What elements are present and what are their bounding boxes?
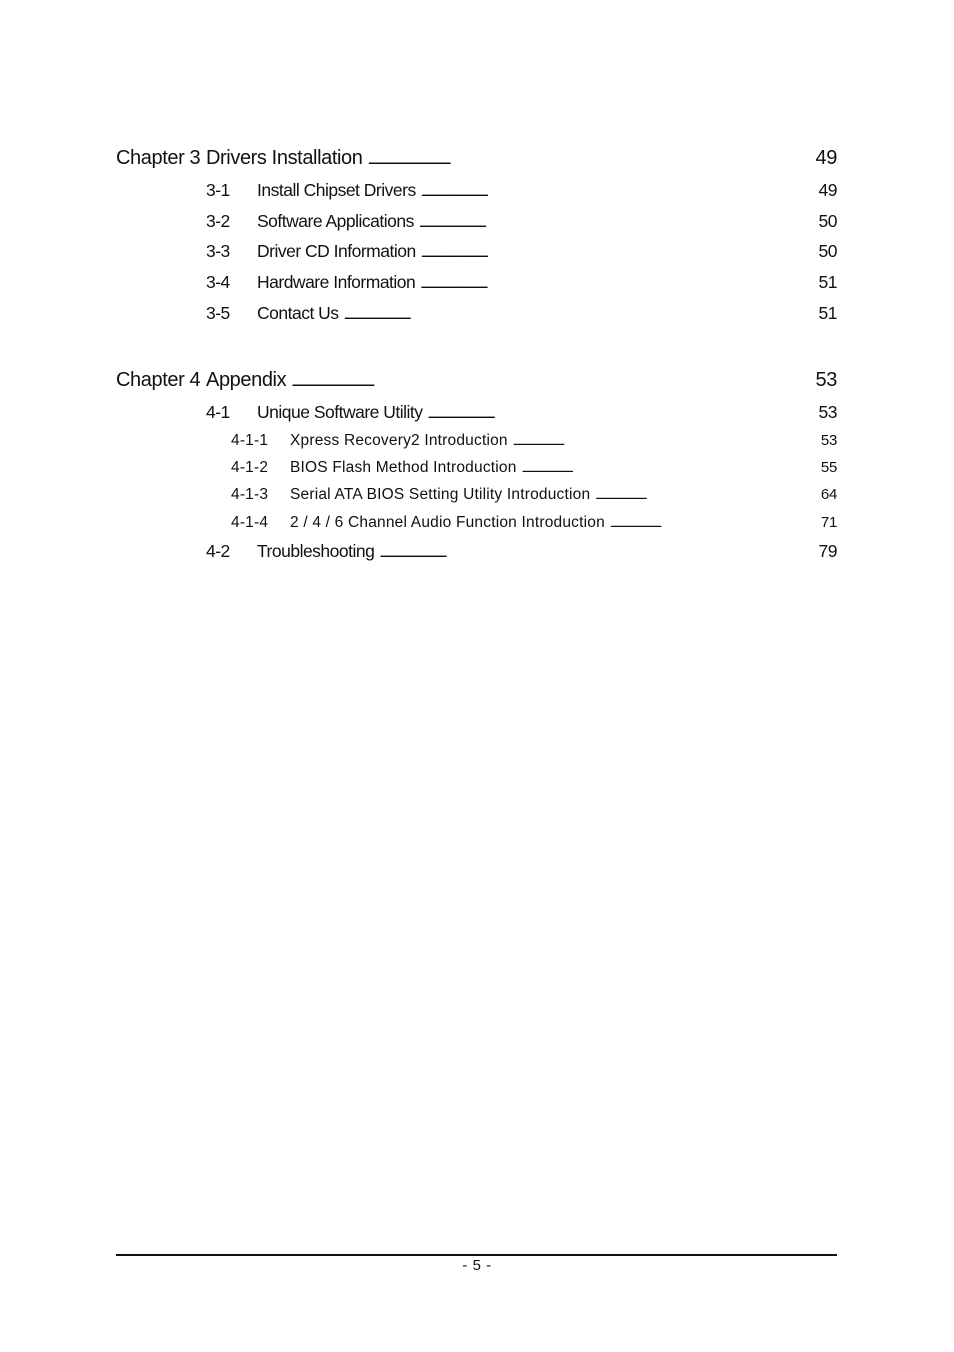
page-ref: 49 — [818, 180, 837, 200]
section-number: 4-1 — [206, 402, 230, 422]
subsection-number: 4-1-2 — [231, 459, 269, 476]
section-number: 3-5 — [206, 303, 230, 323]
section-title: Install Chipset Drivers — [257, 180, 416, 200]
dot-leader — [421, 186, 813, 198]
chapter-number: Chapter 4 — [116, 369, 201, 391]
section-number: 3-2 — [206, 211, 230, 231]
toc-entry-4-1-1[interactable] — [231, 433, 837, 449]
dot-leader — [379, 547, 812, 559]
dot-leader — [522, 465, 815, 475]
toc-entry-3-1[interactable] — [206, 182, 837, 200]
subsection-title: Serial ATA BIOS Setting Utility Introduction — [290, 486, 591, 503]
toc-entry-4-1-2[interactable] — [231, 460, 837, 476]
page-ref: 51 — [818, 303, 837, 323]
subsection-number: 4-1-3 — [231, 486, 269, 503]
subsection-title: Xpress Recovery2 Introduction — [290, 432, 508, 449]
page-ref: 53 — [818, 402, 837, 422]
toc-entry-3-5[interactable] — [206, 305, 837, 323]
page-ref: 49 — [815, 147, 837, 169]
dot-leader — [420, 278, 812, 290]
section-title: Driver CD Information — [257, 241, 416, 261]
page-ref: 51 — [818, 272, 837, 292]
section-number: 3-1 — [206, 180, 230, 200]
page-ref: 53 — [815, 369, 837, 391]
section-title: Hardware Information — [257, 272, 416, 292]
page-number: - 5 - — [462, 1257, 492, 1274]
page-ref: 79 — [818, 541, 837, 561]
dot-leader — [513, 438, 815, 448]
section-title: Software Applications — [257, 211, 414, 231]
subsection-number: 4-1-1 — [231, 432, 269, 449]
page-ref: 53 — [820, 432, 837, 449]
toc-entry-3-2[interactable] — [206, 213, 837, 231]
dot-leader — [421, 247, 813, 259]
toc-entry-3-3[interactable] — [206, 243, 837, 261]
footer-rule — [116, 1254, 837, 1256]
page-ref: 50 — [818, 241, 837, 261]
toc-entry-4-1-4[interactable] — [231, 515, 837, 531]
page-ref: 50 — [818, 211, 837, 231]
section-number: 3-4 — [206, 272, 230, 292]
page-ref: 64 — [820, 486, 837, 503]
dot-leader — [368, 152, 810, 166]
toc-entry-4-1-3[interactable] — [231, 487, 837, 503]
section-number: 3-3 — [206, 241, 230, 261]
dot-leader — [419, 217, 813, 229]
subsection-title: BIOS Flash Method Introduction — [290, 459, 517, 476]
dot-leader — [595, 492, 815, 502]
page-ref: 71 — [820, 514, 837, 531]
chapter-number: Chapter 3 — [116, 147, 201, 169]
dot-leader — [428, 408, 813, 420]
section-title: Unique Software Utility — [257, 402, 423, 422]
section-title: Contact Us — [257, 303, 339, 323]
toc-entry-4-1[interactable] — [206, 404, 837, 422]
toc-entry-chapter-4[interactable] — [116, 370, 837, 390]
toc-entry-chapter-3[interactable] — [116, 148, 837, 168]
dot-leader — [610, 520, 815, 530]
toc-entry-4-2[interactable] — [206, 543, 837, 561]
dot-leader — [344, 309, 813, 321]
subsection-title: 2 / 4 / 6 Channel Audio Function Introduction — [290, 514, 605, 531]
section-title: Troubleshooting — [257, 541, 375, 561]
chapter-title: Appendix — [206, 369, 287, 391]
page-ref: 55 — [820, 459, 837, 476]
dot-leader — [291, 374, 809, 388]
chapter-title: Drivers Installation — [206, 147, 363, 169]
subsection-number: 4-1-4 — [231, 514, 269, 531]
toc-entry-3-4[interactable] — [206, 274, 837, 292]
section-number: 4-2 — [206, 541, 230, 561]
